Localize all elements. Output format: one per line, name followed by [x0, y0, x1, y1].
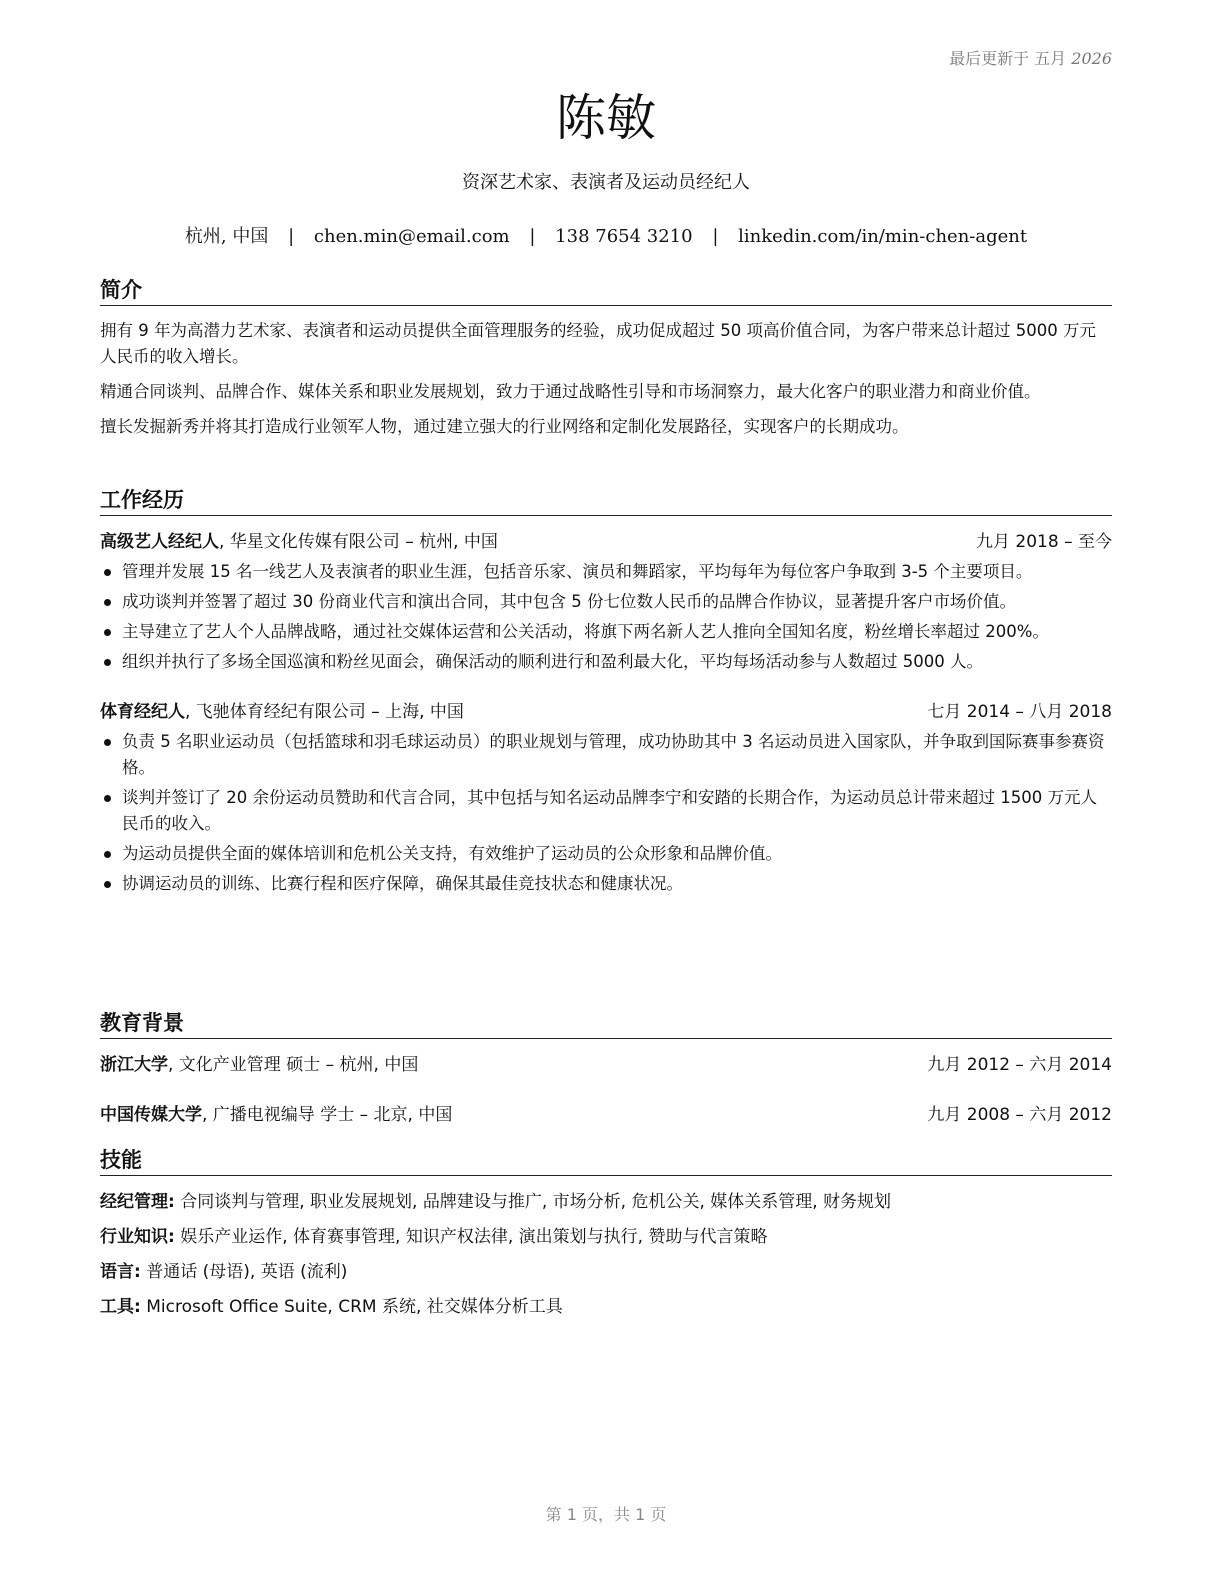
job-bullet: 管理并发展 15 名一线艺人及表演者的职业生涯，包括音乐家、演员和舞蹈家，平均每年为每位客户争取到 3-5 个主要项目。 [100, 559, 1112, 585]
job-entry [100, 529, 1112, 675]
education-school: 中国传媒大学 [100, 1105, 202, 1125]
skill-label: 经纪管理: [100, 1192, 175, 1212]
job-company: , 飞驰体育经纪有限公司 – 上海, 中国 [185, 702, 464, 722]
summary-heading: 简介 [100, 276, 1112, 306]
job-bullet: 主导建立了艺人个人品牌战略，通过社交媒体运营和公关活动，将旗下两名新人艺人推向全国知名度，粉丝增长率超过 200%。 [100, 619, 1112, 645]
job-bullet: 为运动员提供全面的媒体培训和危机公关支持，有效维护了运动员的公众形象和品牌价值。 [100, 841, 1112, 867]
education-section [100, 1009, 1112, 1128]
candidate-title: 资深艺术家、表演者及运动员经纪人 [462, 172, 750, 193]
job-bullet: 协调运动员的训练、比赛行程和医疗保障，确保其最佳竞技状态和健康状况。 [100, 871, 1112, 897]
education-heading: 教育背景 [100, 1009, 1112, 1039]
job-bullet: 组织并执行了多场全国巡演和粉丝见面会，确保活动的顺利进行和盈利最大化，平均每场活动参与人数超过 5000 人。 [100, 649, 1112, 675]
education-school: 浙江大学 [100, 1055, 168, 1075]
skills-heading: 技能 [100, 1146, 1112, 1176]
skill-label: 语言: [100, 1262, 141, 1282]
experience-heading: 工作经历 [100, 486, 1112, 516]
summary-paragraph: 拥有 9 年为高潜力艺术家、表演者和运动员提供全面管理服务的经验，成功促成超过 50 项高价值合同，为客户带来总计超过 5000 万元人民币的收入增长。 [100, 321, 1096, 366]
skills-section [100, 1146, 1112, 1329]
contact-separator: | [529, 226, 536, 247]
skill-values: 娱乐产业运作, 体育赛事管理, 知识产权法律, 演出策划与执行, 赞助与代言策略 [174, 1227, 768, 1247]
skill-values: 普通话 (母语), 英语 (流利) [140, 1262, 348, 1282]
education-entry [100, 1052, 1112, 1078]
skill-row [100, 1189, 1112, 1215]
contact-line [100, 224, 1112, 250]
candidate-name: 陈敏 [556, 89, 656, 147]
education-degree: , 广播电视编导 学士 – 北京, 中国 [202, 1105, 453, 1125]
contact-location: 杭州, 中国 [184, 226, 269, 247]
contact-linkedin[interactable]: linkedin.com/in/min-chen-agent [738, 226, 1028, 247]
skill-values: 合同谈判与管理, 职业发展规划, 品牌建设与推广, 市场分析, 危机公关, 媒体关系管理, 财务规划 [174, 1192, 892, 1212]
skill-row [100, 1294, 1112, 1320]
job-header [100, 529, 1112, 555]
job-entry [100, 699, 1112, 897]
job-bullet: 成功谈判并签署了超过 30 份商业代言和演出合同，其中包含 5 份七位数人民币的品牌合作协议，显著提升客户市场价值。 [100, 589, 1112, 615]
contact-phone: 138 7654 3210 [555, 226, 693, 247]
last-updated-year: 2026 [1071, 49, 1112, 68]
summary-paragraph: 精通合同谈判、品牌合作、媒体关系和职业发展规划，致力于通过战略性引导和市场洞察力，最大化客户的职业潜力和商业价值。 [100, 382, 1041, 401]
contact-email[interactable]: chen.min@email.com [313, 226, 510, 247]
summary-section [100, 276, 1112, 440]
job-role: 高级艺人经纪人 [100, 532, 219, 552]
last-updated [949, 46, 1112, 69]
job-bullets [100, 729, 1112, 897]
contact-separator: | [712, 226, 719, 247]
last-updated-label: 最后更新于 五月 [949, 49, 1067, 68]
job-dates: 七月 2014 – 八月 2018 [927, 702, 1112, 722]
skill-row [100, 1259, 1112, 1285]
job-company: , 华星文化传媒有限公司 – 杭州, 中国 [219, 532, 498, 552]
summary-paragraph: 擅长发掘新秀并将其打造成行业领军人物，通过建立强大的行业网络和定制化发展路径，实现客户的长期成功。 [100, 417, 909, 436]
page-number: 第 1 页，共 1 页 [545, 1505, 667, 1524]
skill-row [100, 1224, 1112, 1250]
skill-label: 工具: [100, 1297, 141, 1317]
resume-page [100, 0, 1112, 1584]
skill-label: 行业知识: [100, 1227, 175, 1247]
job-role: 体育经纪人 [100, 702, 185, 722]
education-entry [100, 1102, 1112, 1128]
job-bullet: 谈判并签订了 20 余份运动员赞助和代言合同，其中包括与知名运动品牌李宁和安踏的长期合作，为运动员总计带来超过 1500 万元人民币的收入。 [100, 785, 1112, 837]
job-bullets [100, 559, 1112, 675]
skill-values: Microsoft Office Suite, CRM 系统, 社交媒体分析工具 [140, 1297, 563, 1317]
education-dates: 九月 2008 – 六月 2012 [927, 1105, 1112, 1125]
experience-section [100, 486, 1112, 901]
education-dates: 九月 2012 – 六月 2014 [927, 1055, 1112, 1075]
education-degree: , 文化产业管理 硕士 – 杭州, 中国 [168, 1055, 419, 1075]
job-header [100, 699, 1112, 725]
job-bullet: 负责 5 名职业运动员（包括篮球和羽毛球运动员）的职业规划与管理，成功协助其中 3 名运动员进入国家队，并争取到国际赛事参赛资格。 [100, 729, 1112, 781]
contact-separator: | [288, 226, 295, 247]
job-dates: 九月 2018 – 至今 [976, 532, 1112, 552]
